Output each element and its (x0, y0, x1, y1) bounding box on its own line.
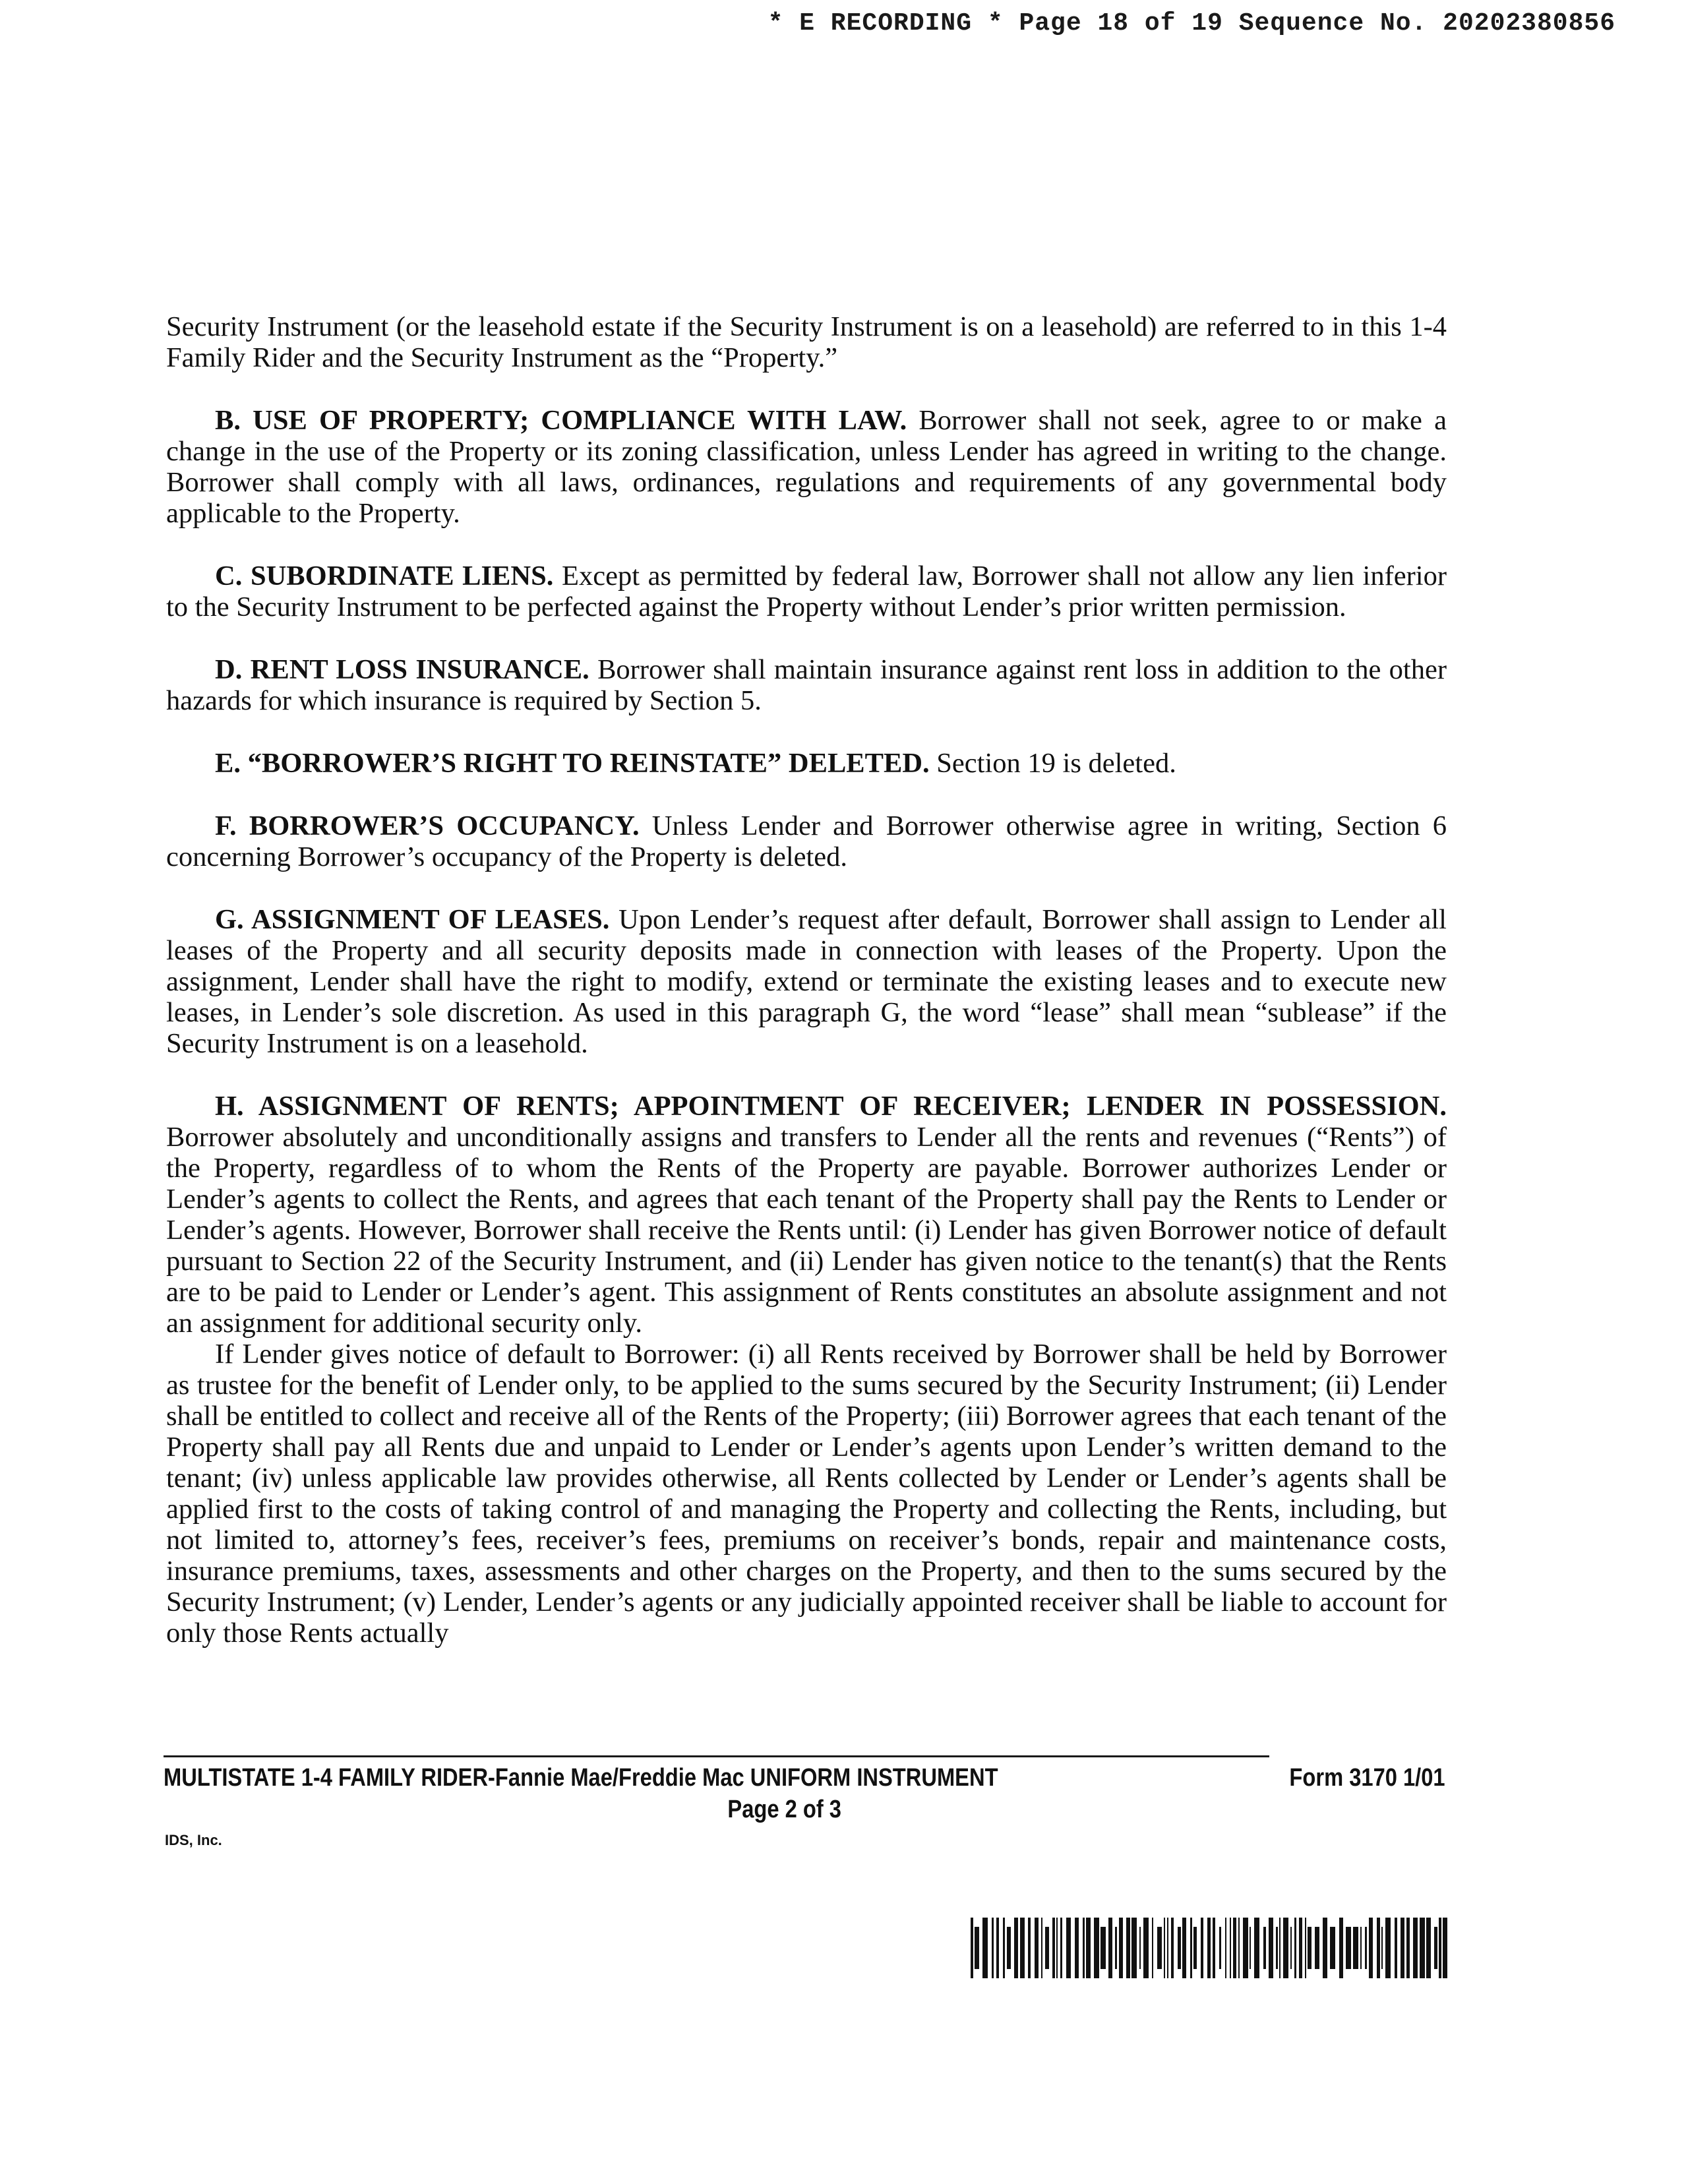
section-e (166, 748, 1447, 779)
barcode-bar (1426, 1918, 1431, 1978)
section-b (166, 405, 1447, 529)
barcode-bar (1377, 1918, 1380, 1978)
barcode-bar (1406, 1918, 1410, 1978)
section-heading: D. RENT LOSS INSURANCE. (215, 654, 589, 685)
barcode-bar (1308, 1927, 1311, 1969)
barcode-bar (1250, 1927, 1251, 1969)
barcode-bar (1143, 1918, 1149, 1978)
page-number: Page 2 of 3 (727, 1796, 841, 1823)
barcode-bar (1299, 1918, 1302, 1978)
barcode-bar (982, 1918, 988, 1978)
barcode-bar (1233, 1918, 1236, 1978)
barcode-bar (971, 1918, 973, 1978)
barcode-bar (1007, 1927, 1011, 1969)
section-heading: F. BORROWER’S OCCUPANCY. (215, 810, 640, 841)
barcode-bar (1315, 1927, 1319, 1969)
section-c (166, 561, 1447, 622)
barcode-bar (1395, 1918, 1397, 1978)
barcode-bar (1365, 1927, 1367, 1969)
barcode-bar (1276, 1927, 1278, 1969)
barcode-bar (1190, 1918, 1192, 1978)
barcode-bar (1439, 1918, 1441, 1978)
barcode-bar (1420, 1918, 1425, 1978)
form-title: MULTISTATE 1-4 FAMILY RIDER-Fannie Mae/Freddie Mac UNIFORM INSTRUMENT (164, 1764, 998, 1792)
barcode-bar (1230, 1918, 1231, 1978)
intro-paragraph: Security Instrument (or the leasehold estate if the Security Instrument is on a leasehold) are referred to in this 1-4 Family Rider and the Security Instrument as the “Property.” (166, 311, 1447, 373)
section-heading: C. SUBORDINATE LIENS. (215, 561, 554, 592)
barcode-bar (1052, 1918, 1055, 1978)
barcode-bar (1119, 1918, 1123, 1978)
barcode-bar (1254, 1918, 1259, 1978)
barcode-bar (1193, 1927, 1197, 1969)
barcode-bar (1360, 1927, 1362, 1969)
barcode-bar (1041, 1918, 1042, 1978)
barcode-bar (1108, 1918, 1112, 1978)
barcode-bar (1207, 1918, 1211, 1978)
barcode-bar (1283, 1918, 1288, 1978)
section-text: Section 19 is deleted. (929, 748, 1176, 779)
barcode-bar (1178, 1927, 1181, 1969)
form-footer (164, 1755, 1445, 1825)
barcode-bar (1330, 1927, 1335, 1969)
barcode-bar (1066, 1918, 1071, 1978)
barcode-bar (996, 1918, 999, 1978)
barcode-bar (992, 1918, 994, 1978)
section-text: Except as permitted by federal law, Borrower shall not allow any lien inferior to the Security Instrument to be perfected against the Property without Lender’s prior written permission. (166, 561, 1447, 622)
barcode-bar (1131, 1918, 1137, 1978)
section-text: Borrower shall not seek, agree to or make a change in the use of the Property or its zoning classification, unless Lender has agreed in writing to the change. Borrower shall comply with all laws, ordinances, regulations and requirements of any governmental body applicable to the Property. (166, 405, 1447, 529)
barcode-bar (1401, 1918, 1404, 1978)
barcode-bar (1086, 1918, 1091, 1978)
barcode-bar (1225, 1918, 1226, 1978)
barcode-bar (1290, 1927, 1292, 1969)
barcode-bar (1346, 1927, 1351, 1969)
barcode-bar (1094, 1918, 1099, 1978)
barcode-bar (1269, 1918, 1273, 1978)
barcode-bar (1263, 1927, 1266, 1969)
barcode-bar (1020, 1918, 1025, 1978)
barcode-bar (1100, 1927, 1106, 1969)
barcode-bar (1219, 1927, 1221, 1969)
barcode-bar (1305, 1918, 1306, 1978)
vendor-label: IDS, Inc. (165, 1832, 222, 1848)
barcode-bar (1035, 1918, 1039, 1978)
section-h-continuation: If Lender gives notice of default to Borrower: (i) all Rents received by Borrower shall be held by Borrower as trustee for the benefit of Lender only, to be applied to the sums secured by the Security Instrument; (ii) Lender shall be entitled to collect and receive all of the Rents of the Property; (iii) Borrower agrees that each tenant of the Property shall pay all Rents due and unpaid to Lender or Lender’s agents upon Lender’s written demand to the tenant; (iv) unless applicable law provides otherwise, all Rents collected by Lender or Lender’s agents shall be applied first to the costs of taking control of and managing the Property and collecting the Rents, including, but not limited to, attorney’s fees, receiver’s fees, premiums on receiver’s bonds, repair and maintenance costs, insurance premiums, taxes, assessments and other charges on the Property, and then to the sums secured by the Security Instrument; (v) Lender, Lender’s agents or any judicially appointed receiver shall be liable to account for only those Rents actually (166, 1339, 1447, 1649)
barcode-bar (975, 1927, 979, 1969)
barcode-bar (1201, 1918, 1203, 1978)
section-f (166, 810, 1447, 872)
section-heading: H. ASSIGNMENT OF RENTS; APPOINTMENT OF RECEIVER; LENDER IN POSSESSION. (215, 1091, 1447, 1122)
barcode-bar (1045, 1927, 1049, 1969)
barcode-bar (1083, 1918, 1085, 1978)
barcode-bar (1171, 1918, 1174, 1978)
barcode-bar (1294, 1918, 1296, 1978)
barcode-bar (1167, 1918, 1168, 1978)
barcode-bar (1238, 1918, 1240, 1978)
section-heading: G. ASSIGNMENT OF LEASES. (215, 904, 610, 935)
barcode-bar (1014, 1918, 1018, 1978)
barcode-bar (1182, 1918, 1186, 1978)
barcode-bar (1434, 1927, 1437, 1969)
section-text: Borrower absolutely and unconditionally assigns and transfers to Lender all the rents and revenues (“Rents”) of the Property, regardless of to whom the Rents of the Property are payable. Borrower authorizes Lender or Lender’s agents to collect the Rents, and agrees that each tenant of the Property shall pay the Rents to Lender or Lender’s agents. However, Borrower shall receive the Rents until: (i) Lender has given Borrower notice of default pursuant to Section 22 of the Security Instrument, and (ii) Lender has given notice to the tenant(s) that the Rents are to be paid to Lender or Lender’s agent. This assignment of Rents constitutes an absolute assignment and not an assignment for additional security only. (166, 1122, 1447, 1339)
form-number: Form 3170 1/01 (1289, 1764, 1445, 1792)
barcode-bar (1279, 1918, 1281, 1978)
recording-stamp: * E RECORDING * Page 18 of 19 Sequence No. 20202380856 (768, 9, 1615, 38)
section-heading: B. USE OF PROPERTY; COMPLIANCE WITH LAW. (215, 405, 907, 436)
barcode-bar (1213, 1918, 1215, 1978)
barcode-image (971, 1918, 1448, 1978)
barcode-bar (1028, 1918, 1031, 1978)
section-heading: E. “BORROWER’S RIGHT TO REINSTATE” DELETED. (215, 748, 930, 779)
section-h (166, 1091, 1447, 1339)
section-text: Borrower shall maintain insurance against rent loss in addition to the other hazards for which insurance is required by Section 5. (166, 654, 1447, 716)
barcode-bar (1385, 1918, 1391, 1978)
section-text: Upon Lender’s request after default, Borrower shall assign to Lender all leases of the Property and all security deposits made in connection with leases of the Property. Upon the assignment, Lender shall have the right to modify, extend or terminate the existing leases and to execute new leases, in Lender’s sole discretion. As used in this paragraph G, the word “lease” shall mean “sublease” if the Security Instrument is on a leasehold. (166, 904, 1447, 1059)
section-d (166, 654, 1447, 716)
barcode-bar (1443, 1918, 1447, 1978)
barcode-bar (1056, 1918, 1058, 1978)
barcode-bar (1323, 1918, 1327, 1978)
barcode-bar (1381, 1927, 1383, 1969)
barcode-bar (1152, 1918, 1153, 1978)
barcode-bar (1139, 1927, 1141, 1969)
barcode-bar (1369, 1918, 1373, 1978)
barcode-bar (1413, 1918, 1418, 1978)
barcode-bar (1243, 1918, 1248, 1978)
barcode-bar (1164, 1918, 1165, 1978)
barcode-bar (1126, 1918, 1130, 1978)
section-g (166, 904, 1447, 1059)
document-body (166, 311, 1447, 1649)
barcode-bar (1353, 1927, 1358, 1969)
barcode-bar (1075, 1918, 1079, 1978)
barcode-bar (1157, 1927, 1162, 1969)
barcode-bar (1115, 1927, 1117, 1969)
barcode-bar (1339, 1918, 1343, 1978)
barcode-bar (1003, 1918, 1005, 1978)
section-text: Unless Lender and Borrower otherwise agree in writing, Section 6 concerning Borrower’s occupancy of the Property is deleted. (166, 810, 1447, 872)
barcode-bar (1060, 1918, 1062, 1978)
